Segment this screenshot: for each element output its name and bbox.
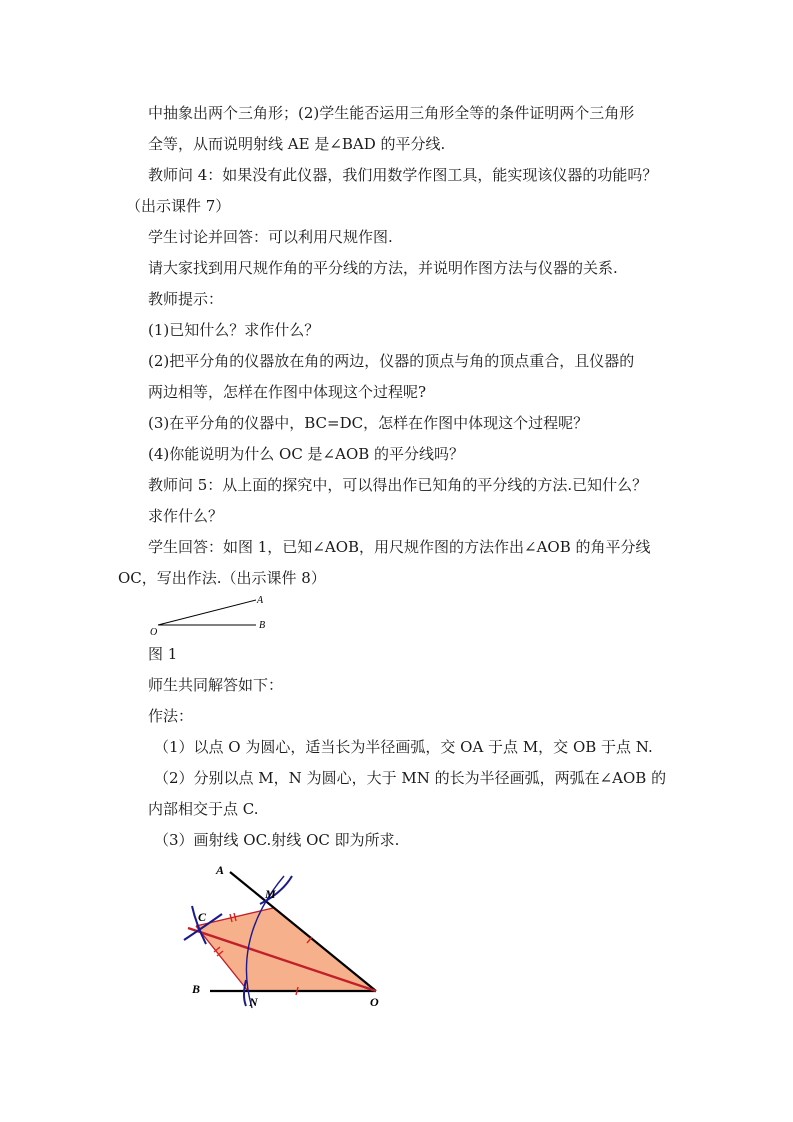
text-line-10: 两边相等，怎样在作图中体现这个过程呢?: [148, 383, 427, 401]
label-c: C: [198, 910, 207, 924]
text-line-14: 求作什么？: [148, 507, 224, 525]
text-line-22: 内部相交于点 C.: [148, 800, 259, 818]
text-line-20: （1）以点 O 为圆心，适当长为半径画弧，交 OA 于点 M，交 OB 于点 N.: [154, 738, 653, 756]
text-line-3: 教师问 4：如果没有此仪器，我们用数学作图工具，能实现该仪器的功能吗？: [148, 166, 658, 184]
text-line-1: 中抽象出两个三角形；(2)学生能否运用三角形全等的条件证明两个三角形: [148, 104, 635, 122]
text-line-12: (4)你能说明为什么 OC 是∠AOB 的平分线吗？: [148, 445, 465, 463]
figure-1-caption: 图 1: [148, 645, 178, 663]
text-line-8: (1)已知什么？求作什么？: [148, 321, 320, 339]
text-line-23: （3）画射线 OC.射线 OC 即为所求.: [154, 831, 400, 849]
text-line-13: 教师问 5：从上面的探究中，可以得出作已知角的平分线的方法.已知什么？: [148, 476, 648, 494]
label-a: A: [257, 595, 264, 606]
label-a: A: [216, 863, 225, 877]
label-m: M: [265, 887, 276, 901]
text-line-19: 作法：: [148, 707, 194, 725]
label-b: B: [192, 982, 201, 996]
text-line-2: 全等，从而说明射线 AE 是∠BAD 的平分线.: [148, 135, 446, 153]
text-line-21: （2）分别以点 M，N 为圆心，大于 MN 的长为半径画弧，两弧在∠AOB 的: [154, 769, 667, 787]
text-line-11: (3)在平分角的仪器中，BC=DC，怎样在作图中体现这个过程呢？: [148, 414, 589, 432]
text-line-15: 学生回答：如图 1，已知∠AOB，用尺规作图的方法作出∠AOB 的角平分线: [148, 538, 651, 556]
text-line-5: 学生讨论并回答：可以利用尺规作图.: [148, 228, 393, 246]
text-line-16: OC，写出作法.（出示课件 8）: [118, 569, 326, 587]
arc-at-n: [244, 980, 246, 1006]
text-line-4: （出示课件 7）: [126, 197, 231, 215]
ray-oa: [158, 600, 256, 625]
text-line-18: 师生共同解答如下：: [148, 676, 284, 694]
label-o: O: [150, 627, 158, 638]
figure-1-angle: [146, 590, 286, 640]
figure-2-construction: [170, 858, 410, 1018]
text-line-6: 请大家找到用尺规作角的平分线的方法，并说明作图方法与仪器的关系.: [148, 259, 618, 277]
text-line-7: 教师提示：: [148, 290, 224, 308]
label-b: B: [259, 620, 266, 631]
text-line-9: (2)把平分角的仪器放在角的两边，仪器的顶点与角的顶点重合，且仪器的: [148, 352, 635, 370]
kite-fill: [196, 908, 376, 991]
label-n: N: [249, 995, 258, 1009]
label-o: O: [370, 995, 379, 1009]
